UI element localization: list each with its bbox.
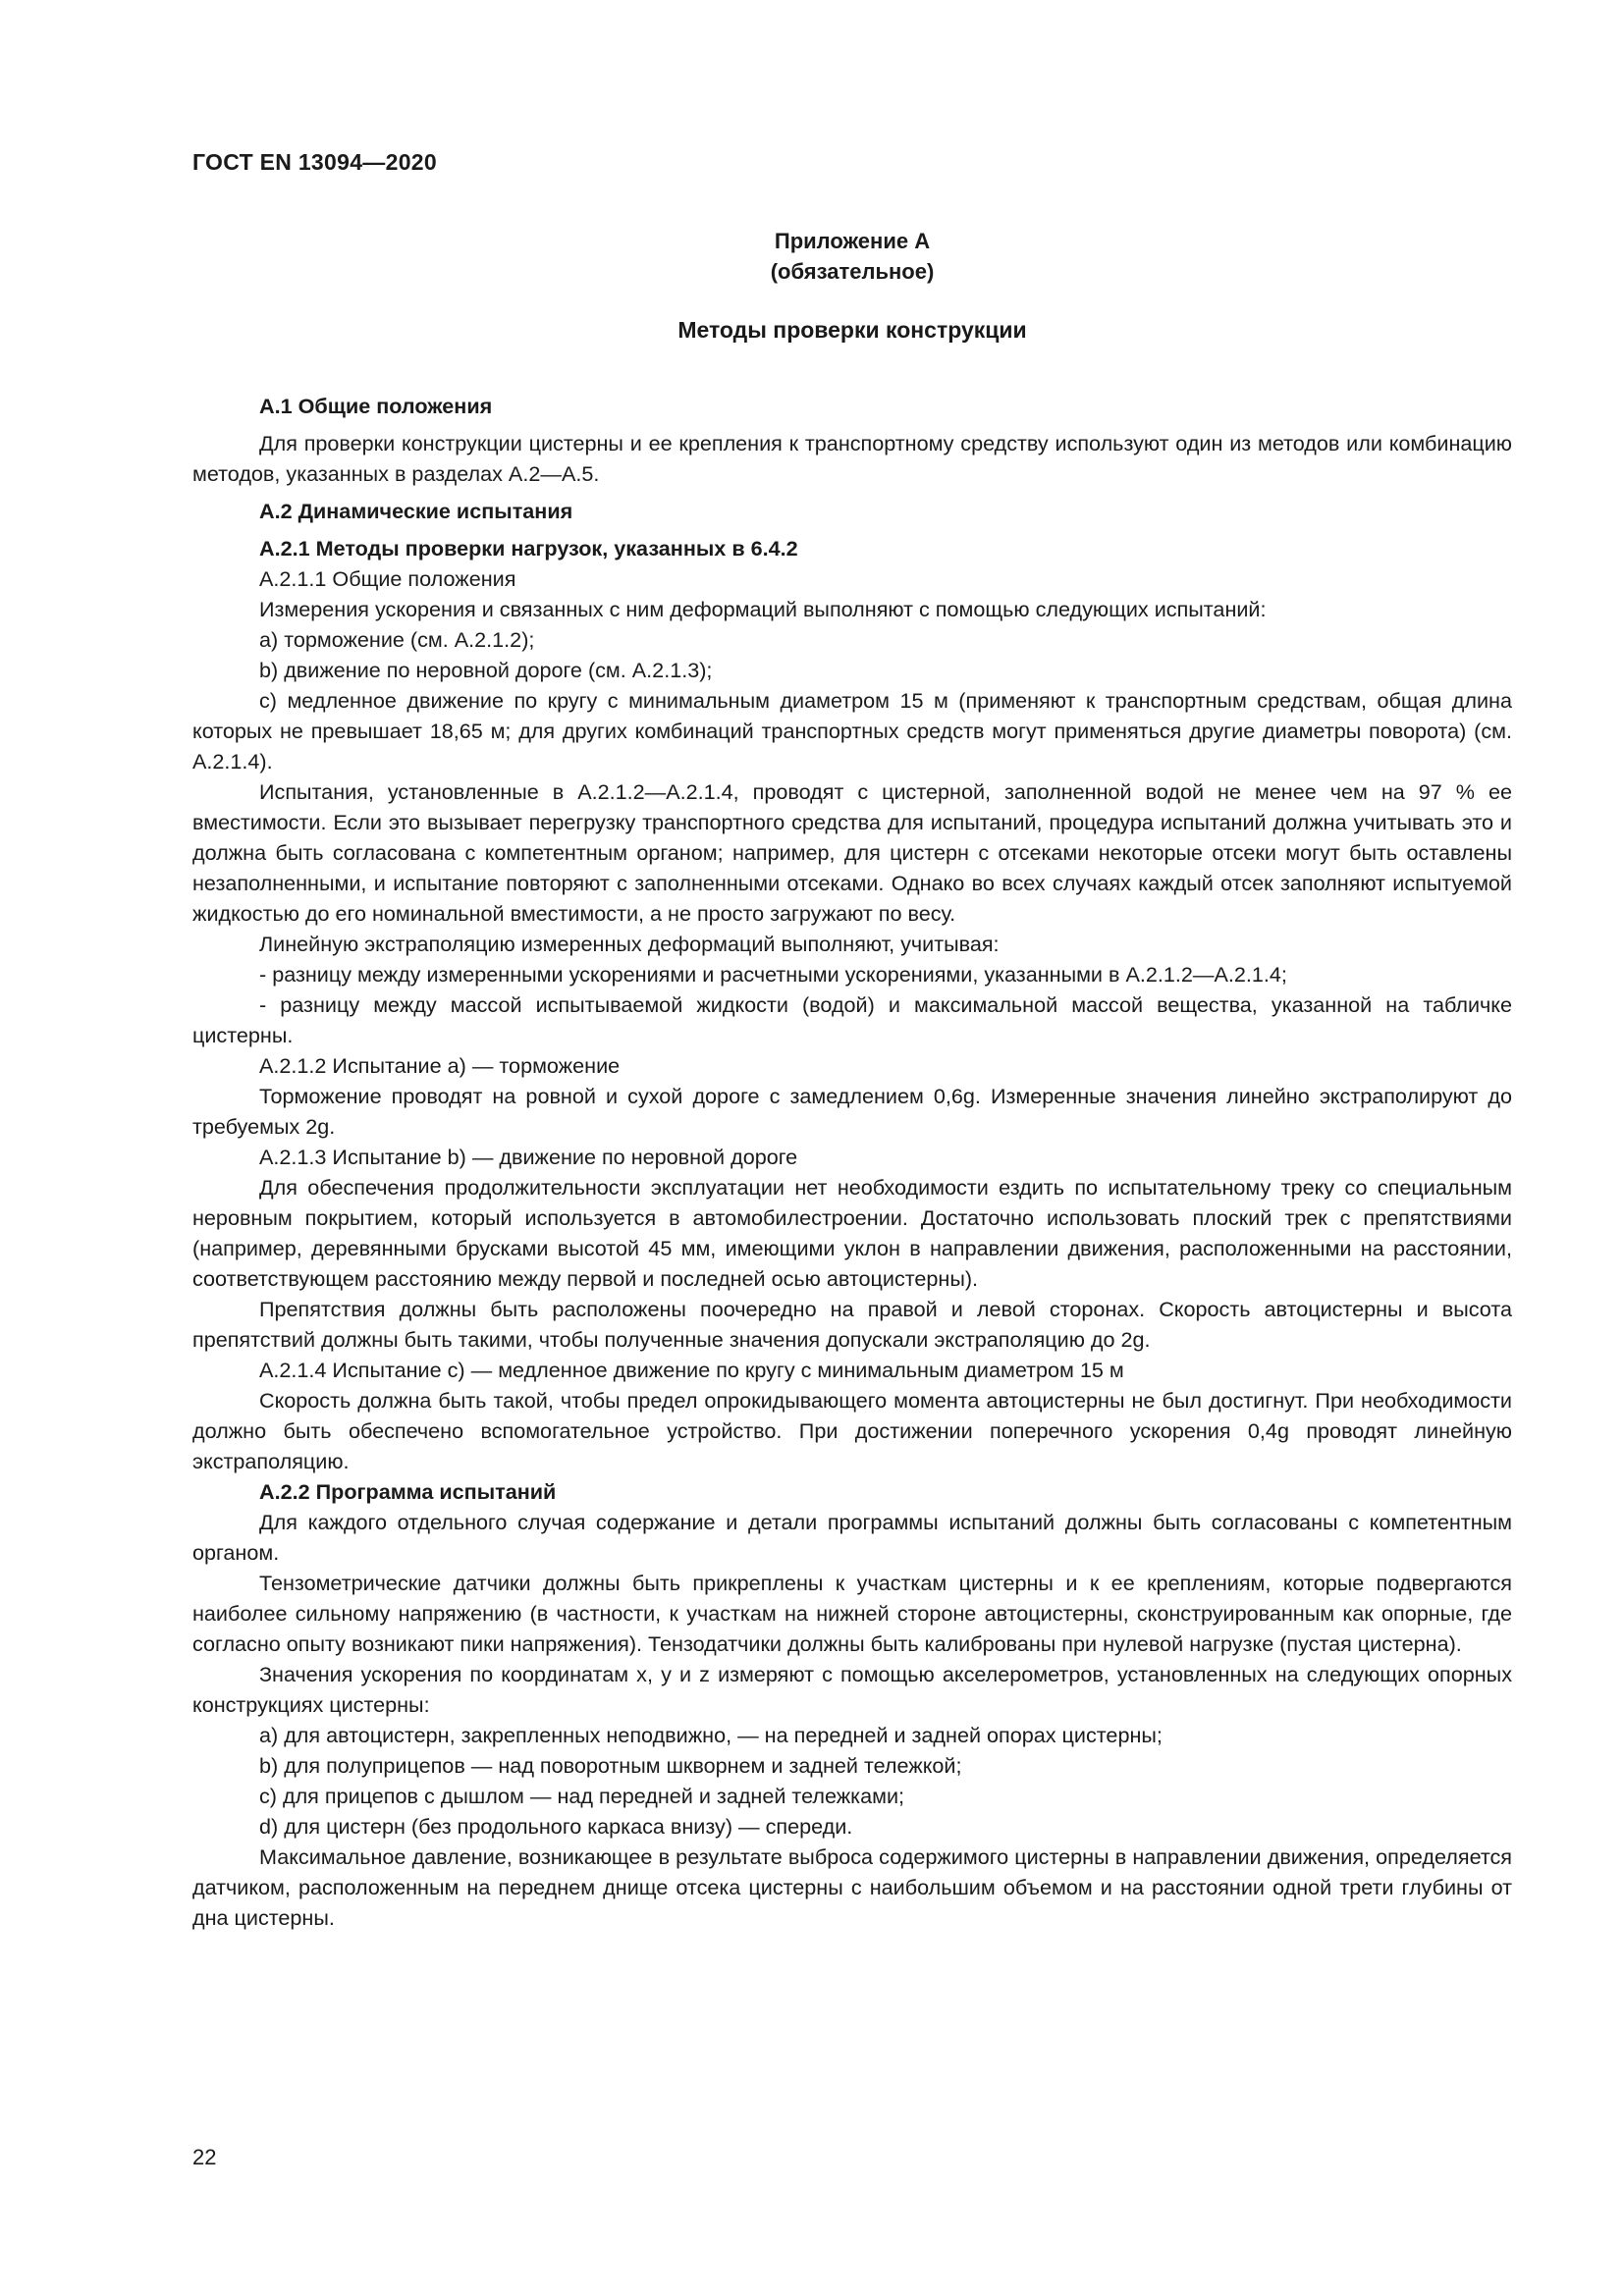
annex-label: Приложение А bbox=[774, 229, 931, 253]
document-body bbox=[192, 391, 1512, 1933]
document-code: ГОСТ EN 13094—2020 bbox=[192, 149, 437, 175]
list-item: - разницу между измеренными ускорениями и расчетными ускорениями, указанными в А.2.1.2—А.2.1.4; bbox=[259, 962, 1287, 987]
paragraph: Линейную экстраполяцию измеренных деформаций выполняют, учитывая: bbox=[259, 932, 1000, 956]
list-item: a) для автоцистерн, закрепленных неподвижно, — на передней и задней опорах цистерны; bbox=[259, 1723, 1163, 1747]
paragraph: Препятствия должны быть расположены поочередно на правой и левой сторонах. Скорость автоцистерны и высота препятствий должны быть такими, чтобы полученные значения допускали экстраполяцию до 2g. bbox=[192, 1297, 1512, 1352]
paragraph: Для каждого отдельного случая содержание и детали программы испытаний должны быть согласованы с компетентным органом. bbox=[192, 1510, 1512, 1565]
annex-header bbox=[192, 226, 1512, 287]
paragraph: Для проверки конструкции цистерны и ее крепления к транспортному средству используют один из методов или комбинацию методов, указанных в разделах А.2—А.5. bbox=[192, 431, 1512, 486]
section-heading: А.1 Общие положения bbox=[259, 394, 493, 418]
subsection-heading: А.2.2 Программа испытаний bbox=[259, 1479, 557, 1504]
list-item: c) медленное движение по кругу с минимальным диаметром 15 м (применяют к транспортным средствам, общая длина которых не превышает 18,65 м; для других комбинаций транспортных средств могут применяться другие диаметры поворота) (см. А.2.1.4). bbox=[192, 688, 1512, 774]
list-item: c) для прицепов с дышлом — над передней и задней тележками; bbox=[259, 1784, 905, 1808]
page-number: 22 bbox=[192, 2145, 217, 2169]
clause-heading: А.2.1.3 Испытание b) — движение по неровной дороге bbox=[259, 1145, 798, 1169]
list-item: d) для цистерн (без продольного каркаса внизу) — спереди. bbox=[259, 1814, 853, 1839]
list-item: b) для полуприцепов — над поворотным шкворнем и задней тележкой; bbox=[259, 1753, 962, 1778]
clause-heading: А.2.1.1 Общие положения bbox=[259, 566, 516, 591]
clause-heading: А.2.1.2 Испытание a) — торможение bbox=[259, 1053, 621, 1078]
paragraph: Значения ускорения по координатам x, y и z измеряют с помощью акселерометров, установленных на следующих опорных конструкциях цистерны: bbox=[192, 1662, 1512, 1717]
paragraph: Максимальное давление, возникающее в результате выброса содержимого цистерны в направлении движения, определяется датчиком, расположенным на переднем днище отсека цистерны с наибольшим объемом и на расстоянии одной трети глубины от дна цистерны. bbox=[192, 1844, 1512, 1930]
paragraph: Испытания, установленные в А.2.1.2—А.2.1.4, проводят с цистерной, заполненной водой не менее чем на 97 % ее вместимости. Если это вызывает перегрузку транспортного средства для испытаний, процедура испытаний должна учитывать это и должна быть согласована с компетентным органом; например, для цистерн с отсеками некоторые отсеки могут быть оставлены незаполненными, и испытание повторяют с заполненными отсеками. Однако во всех случаях каждый отсек заполняют испытуемой жидкостью до его номинальной вместимости, а не просто загружают по весу. bbox=[192, 779, 1512, 926]
subsection-heading: А.2.1 Методы проверки нагрузок, указанных в 6.4.2 bbox=[259, 536, 798, 561]
paragraph: Тензометрические датчики должны быть прикреплены к участкам цистерны и к ее креплениям, которые подвергаются наиболее сильному напряжению (в частности, к участкам на нижней стороне автоцистерны, сконструированным как опорные, где согласно опыту возникают пики напряжения). Тензодатчики должны быть калиброваны при нулевой нагрузке (пустая цистерна). bbox=[192, 1571, 1512, 1656]
paragraph: Скорость должна быть такой, чтобы предел опрокидывающего момента автоцистерны не был достигнут. При необходимости должно быть обеспечено вспомогательное устройство. При достижении поперечного ускорения 0,4g проводят линейную экстраполяцию. bbox=[192, 1388, 1512, 1473]
paragraph: Измерения ускорения и связанных с ним деформаций выполняют с помощью следующих испытаний: bbox=[259, 597, 1267, 621]
paragraph: Торможение проводят на ровной и сухой дороге с замедлением 0,6g. Измеренные значения линейно экстраполируют до требуемых 2g. bbox=[192, 1084, 1512, 1139]
section-heading: А.2 Динамические испытания bbox=[259, 499, 573, 523]
annex-status: (обязательное) bbox=[770, 259, 935, 284]
paragraph: Для обеспечения продолжительности эксплуатации нет необходимости ездить по испытательному треку со специальным неровным покрытием, который используется в автомобилестроении. Достаточно использовать плоский трек с препятствиями (например, деревянными брусками высотой 45 мм, имеющими уклон в направлении движения, расположенными на расстоянии, соответствующем расстоянию между первой и последней осью автоцистерны). bbox=[192, 1175, 1512, 1291]
list-item: - разницу между массой испытываемой жидкости (водой) и максимальной массой вещества, указанной на табличке цистерны. bbox=[192, 992, 1512, 1047]
list-item: a) торможение (см. А.2.1.2); bbox=[259, 627, 535, 652]
annex-title: Методы проверки конструкции bbox=[677, 317, 1027, 343]
clause-heading: А.2.1.4 Испытание c) — медленное движение по кругу с минимальным диаметром 15 м bbox=[259, 1358, 1124, 1382]
list-item: b) движение по неровной дороге (см. А.2.1.3); bbox=[259, 658, 713, 682]
